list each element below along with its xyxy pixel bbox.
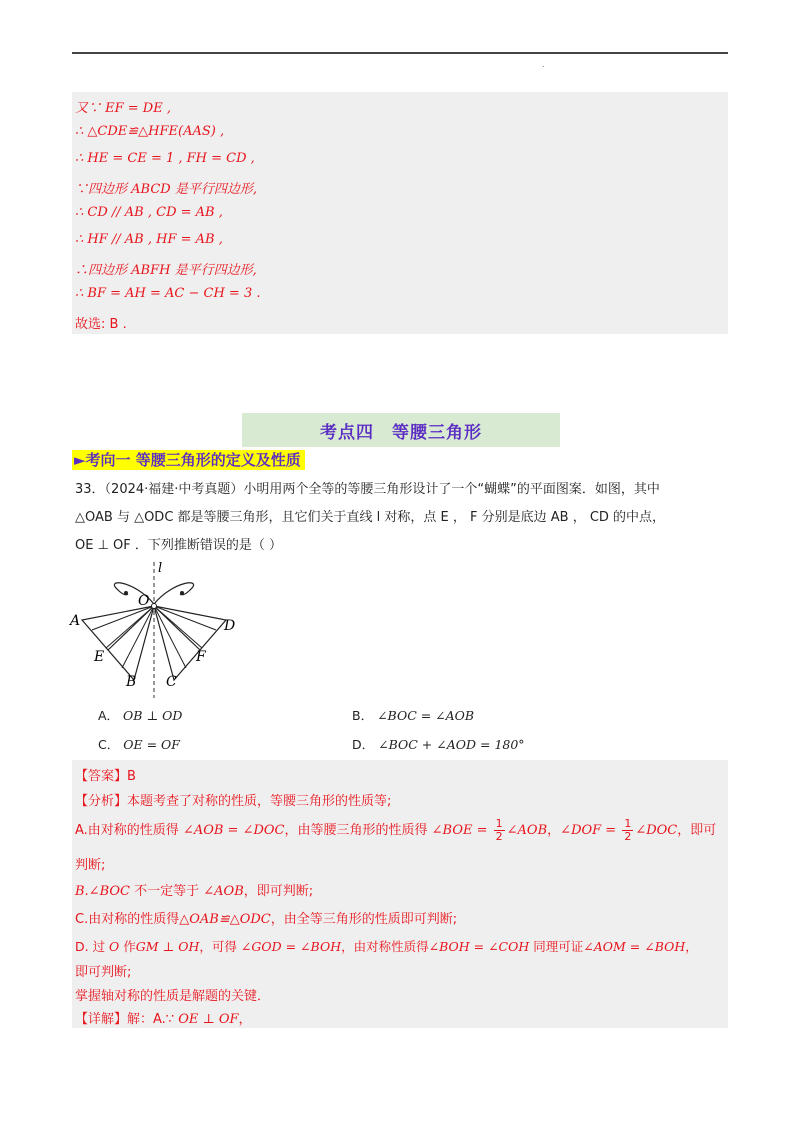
- option-b[interactable]: B． ∠BOC = ∠AOB: [352, 708, 475, 723]
- analysis-d-cont: 即可判断;: [75, 965, 132, 980]
- sub-section-title: ►考向一 等腰三角形的定义及性质: [72, 450, 305, 470]
- header-dot: .: [542, 60, 545, 69]
- question-line-3: OE ⊥ OF ．下列推断错误的是（ ）: [75, 538, 283, 553]
- solution-line: ∴ △CDE≌△HFE(AAS) ,: [75, 124, 225, 139]
- analysis-d-line: D. 过 O 作GM ⊥ OH，可得 ∠GOD = ∠BOH，由对称性质得∠BOH = ∠COH 同理可证∠AOM = ∠BOH，: [75, 939, 698, 954]
- label-b: B: [126, 674, 137, 690]
- label-l: l: [158, 561, 163, 576]
- analysis-a-line: A.由对称的性质得 ∠AOB = ∠DOC，由等腰三角形的性质得 ∠BOE = $\frac{1}{2}$ ∠AOB，∠DOF = $\frac{1}{2}$ ∠DOC，即可: [75, 817, 717, 843]
- solution-line: ∴四边形 ABFH 是平行四边形,: [75, 263, 257, 278]
- solution-line: ∴ HF // AB , HF = AB ,: [75, 232, 223, 247]
- question-line-2: △OAB 与 △ODC 都是等腰三角形，且它们关于直线 l 对称，点 E ， F 分别是底边 AB ， CD 的中点，: [75, 510, 666, 525]
- butterfly-figure: [64, 560, 254, 700]
- analysis-b-line: B.∠BOC 不一定等于 ∠AOB，即可判断;: [75, 884, 314, 899]
- label-o: O: [138, 593, 150, 609]
- fraction-half: $\frac{1}{2}$: [624, 817, 632, 843]
- answer-line: 【答案】B: [75, 769, 136, 784]
- label-e: E: [94, 649, 105, 665]
- option-d[interactable]: D． ∠BOC + ∠AOD = 180°: [352, 737, 525, 752]
- option-a[interactable]: A． OB ⊥ OD: [98, 708, 183, 723]
- solution-line: 又∵ EF = DE ,: [75, 101, 171, 116]
- detail-line: 【详解】解：A.∵ OE ⊥ OF，: [75, 1012, 252, 1027]
- solution-line: ∴ HE = CE = 1 , FH = CD ,: [75, 151, 255, 166]
- header-rule: [72, 52, 728, 54]
- key-line: 掌握轴对称的性质是解题的关键．: [75, 989, 271, 1004]
- solution-line: ∴ CD // AB , CD = AB ,: [75, 205, 223, 220]
- label-c: C: [166, 674, 177, 690]
- analysis-line: 【分析】本题考查了对称的性质，等腰三角形的性质等;: [75, 794, 392, 809]
- analysis-a-cont: 判断;: [75, 858, 106, 873]
- label-f: F: [196, 649, 206, 665]
- label-a: A: [70, 613, 81, 629]
- label-d: D: [224, 618, 236, 634]
- option-c[interactable]: C． OE = OF: [98, 737, 180, 752]
- solution-line: 故选: B .: [75, 317, 127, 332]
- section-title: 考点四 等腰三角形: [242, 413, 560, 447]
- solution-line: ∴ BF = AH = AC − CH = 3 .: [75, 286, 261, 301]
- question-line-1: 33．（2024·福建·中考真题）小明用两个全等的等腰三角形设计了一个“蝴蝶”的平面图案．如图，其中: [75, 482, 660, 497]
- right-antenna: [154, 583, 194, 604]
- solution-line: ∵四边形 ABCD 是平行四边形,: [75, 182, 257, 197]
- fraction-half: $\frac{1}{2}$: [495, 817, 503, 843]
- analysis-c-line: C.由对称的性质得△OAB≌△ODC，由全等三角形的性质即可判断;: [75, 912, 458, 927]
